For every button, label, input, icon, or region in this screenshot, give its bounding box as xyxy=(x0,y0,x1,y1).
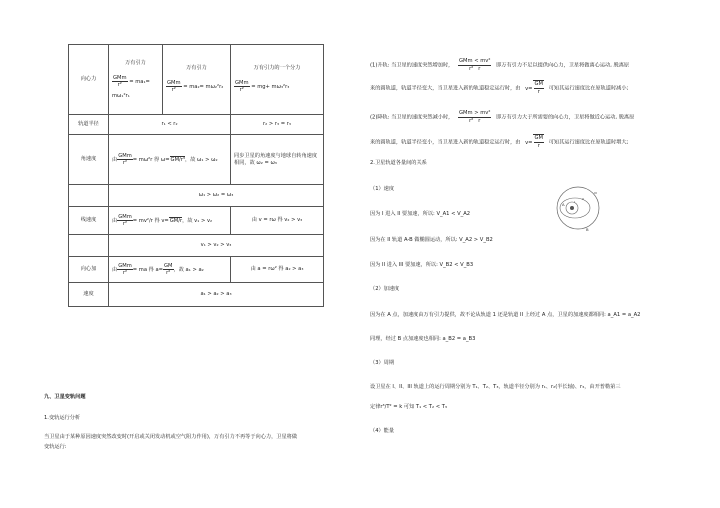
orbit-ii xyxy=(560,198,590,218)
paragraph: 当卫星由于某种原因速度突然改变时(开启或关闭发动机或空气阻力作用)，万有引力不再等于向心力，卫星将做 xyxy=(44,434,298,440)
paragraph: 变轨运行: xyxy=(44,444,67,450)
subsection-title: 1.变轨运行分析 xyxy=(44,415,81,421)
paragraph-line: 设卫星在 I、II、III 轨道上的运行周期分别为 T₁、T₂、T₃，轨道半径分别为 r₁、r₂(半长轴)、r₃，由开普勒第三 xyxy=(370,384,621,390)
formula: $\frac{\text{GMm < mv²}}{\text{r² r}}$ xyxy=(459,58,491,72)
paragraph-line: 来的圆轨道，轨道半径变大，当卫星进入新的轨道稳定运行时，由 v= $\frac{GM}{r}$ 可知其运行速度比在原轨道时减小; xyxy=(370,81,629,95)
subsection-title: （2）加速度 xyxy=(370,286,400,292)
paragraph-line: 因为 I 进入 II 要加速，所以: V_A1 < V_A2 xyxy=(370,211,471,217)
paragraph-line: 因为在 A 点，加速度由万有引力提供，故不论从轨道 1 还是轨道 II 上经过 A 点，卫星的加速度都相同: a_A1 = a_A2 xyxy=(370,312,641,318)
paragraph-line: (2)降轨: 当卫星的速度突然减小时， $\frac{\text{GMm > mv²}}{\text{r² r}}$ 即万有引力大于所需要的向心力，卫星将做近心运动, 脱离原 xyxy=(370,110,635,124)
table-row: 线速度 由 $\frac{\text{GMm}}{\text{r²}}$ = mv²/r 得 v=GM/r，故 v₁ > v₂ 由 v = rω 得 v₂ > v₃ xyxy=(69,207,324,235)
paragraph-line: 因为 II 进入 III 要加速，所以: V_B2 < V_B3 xyxy=(370,262,474,268)
point-a-label: A xyxy=(562,202,565,207)
row-label-acceleration: 向心加 xyxy=(69,257,109,283)
subsection-title: （1）速度 xyxy=(370,186,395,192)
table-row: 向心加 由 $\frac{\text{GMm}}{\text{r²}}$ = ma 得 a= $\frac{GM}{\text{r²}}$ ，故 a₁ > a₂ 由 a = rω² 得 a₂ > a₃ xyxy=(69,257,324,283)
table-row: ω₁ > ω₂ = ω₃ xyxy=(69,185,324,207)
paragraph-line: 定律r³/T² = k 可知 T₁ < T₂ < T₃ xyxy=(370,404,447,410)
orbit-iii-label: III xyxy=(594,191,597,195)
table-row: 速度 a₁ > a₂ > a₃ xyxy=(69,283,324,307)
row-label-centripetal: 向心力 xyxy=(69,45,109,115)
paragraph-line: (1)升轨: 当卫星的速度突然增加时， $\frac{\text{GMm < mv²}}{\text{r² r}}$ 即万有引力不足以提供向心力，卫星将做离心运动, 脱离原 xyxy=(370,58,630,72)
section-heading: 九、卫星变轨问题 xyxy=(44,394,86,400)
row-label-radius: 轨道半径 xyxy=(69,115,109,135)
orbit-ii-label: II xyxy=(582,197,584,201)
orbit-i-label: I xyxy=(574,200,575,204)
cell-satellite-1: 万有引力 $\frac{\text{GMm}}{\text{r²}}$ = ma₁= mω₁²r₁ xyxy=(109,45,163,115)
point-b-label: B xyxy=(586,227,589,232)
paragraph-line: 同理，经过 B 点加速度也相同: a_B2 = a_B3 xyxy=(370,336,476,342)
row-label-angular-velocity: 角速度 xyxy=(69,135,109,185)
table-row: 轨道半径 r₁ < r₂ r₂ > r₃ = r₃ xyxy=(69,115,324,135)
section-title: 2.卫星轨道各量间的关系 xyxy=(370,160,427,166)
table-row xyxy=(69,45,324,115)
paragraph-line: 因为在 II 轨道 A-B 做椭圆运动，所以: V_A2 > V_B2 xyxy=(370,237,493,243)
comparison-table xyxy=(68,44,324,307)
subsection-title: （4）能量 xyxy=(370,428,395,434)
planet-icon xyxy=(570,206,574,210)
row-label-linear-velocity: 线速度 xyxy=(69,207,109,235)
formula: v= $\frac{GM}{r}$ xyxy=(525,81,544,95)
paragraph-line: 来的圆轨道，轨道半径变小，当卫星进入新的轨道稳定运行时，由 v= $\frac{GM}{r}$ 可知其运行速度比在原轨道时增大; xyxy=(370,135,629,149)
formula: v= $\frac{GM}{r}$ xyxy=(525,135,544,149)
cell-satellite-2: 万有引力 $\frac{\text{GMm}}{\text{r²}}$ = ma₂= mω₂²r₂ xyxy=(163,45,231,115)
orbit-diagram xyxy=(548,184,608,234)
formula: $\frac{\text{GMm > mv²}}{\text{r² r}}$ xyxy=(459,110,491,124)
table-row: v₁ > v₂ > v₃ xyxy=(69,235,324,257)
subsection-title: （3）周期 xyxy=(370,360,395,366)
table-row: 角速度 由 $\frac{\text{GMm}}{\text{r²}}$ = mω²r 得 ω=GM/r³，故 ω₁ > ω₂ 同步卫星的角速度与地球自转角速度相同，故 ω₂ = ω₃ xyxy=(69,135,324,185)
cell-satellite-3: 万有引力的一个分力 $\frac{\text{GMm}}{\text{r²}}$ = mg+ mω₃²r₃ xyxy=(231,45,324,115)
